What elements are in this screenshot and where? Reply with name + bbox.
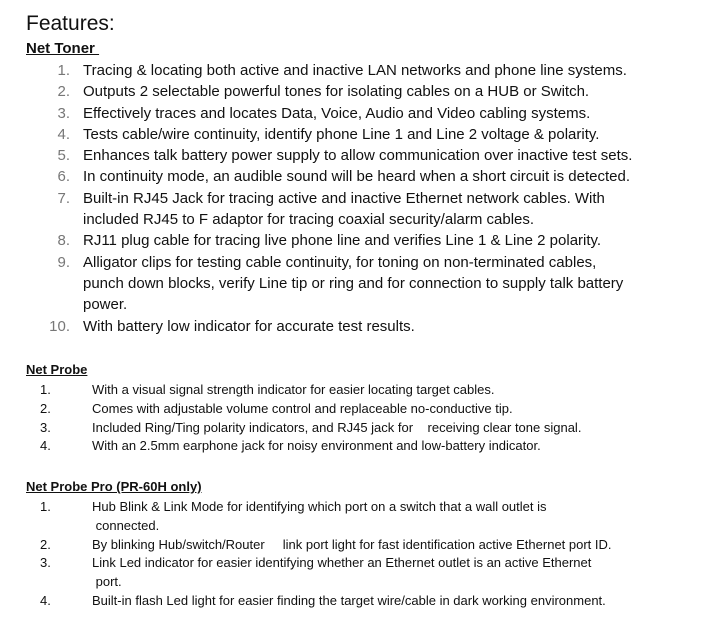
list-item-number: 3. [57,104,70,122]
list-item-text: Effectively traces and locates Data, Voice, Audio and Video cabling systems. [83,104,591,122]
list-item [26,536,706,555]
list-item [26,498,706,536]
list-item-number: 8. [57,232,70,250]
list-item-text: Alligator clips for testing cable continuity, for toning on non-terminated cables, punch down blocks, verify Line tip or ring and for connection to supply talk battery power. [83,253,624,314]
list-item [40,145,700,166]
list-item-number: 2. [57,83,70,101]
list-item [26,400,706,419]
list-item-number: 3. [40,555,51,571]
list-item-text: With a visual signal strength indicator for easier locating target cables. [92,382,495,397]
list-item [40,230,700,251]
list-item-number: 4. [40,592,51,608]
list-item-number: 1. [40,499,51,514]
list-item-number: 3. [40,419,51,435]
list-item-text: In continuity mode, an audible sound will be heard when a short circuit is detected. [83,168,630,186]
list-item-number: 1. [40,382,51,397]
net-probe-feature-list [26,381,706,456]
list-item-text: Comes with adjustable volume control and replaceable no-conductive tip. [92,400,513,416]
list-item-text: Included Ring/Ting polarity indicators, and RJ45 jack for receiving clear tone signal. [92,419,582,435]
list-item-text: Tests cable/wire continuity, identify phone Line 1 and Line 2 voltage & polarity. [83,125,600,143]
list-item [40,124,700,145]
net-probe-pro-feature-list [26,498,706,611]
list-item-text: Built-in RJ45 Jack for tracing active and inactive Ethernet network cables. With included RJ45 to F adaptor for tracing coaxial security/alarm cables. [83,189,605,229]
list-item-text: By blinking Hub/switch/Router link port light for fast identification active Ethernet port ID. [92,536,612,552]
list-item-text: With an 2.5mm earphone jack for noisy environment and low-battery indicator. [92,438,541,454]
list-item [40,188,700,231]
list-item [40,81,700,102]
list-item-text: Built-in flash Led light for easier finding the target wire/cable in dark working environment. [92,592,606,608]
list-item-number: 2. [40,536,51,552]
list-item-number: 9. [57,253,70,271]
list-item [40,103,700,124]
list-item [26,419,706,438]
net-probe-heading: Net Probe [26,362,88,377]
list-item-number: 7. [57,189,70,207]
list-item [26,437,706,456]
list-item-number: 2. [40,400,51,416]
list-item-text: Hub Blink & Link Mode for identifying which port on a switch that a wall outlet is connected. [92,499,547,533]
list-item [26,554,706,592]
list-item [40,60,700,81]
net-toner-heading: Net Toner [26,40,100,57]
list-item [26,592,706,611]
list-item-text: Tracing & locating both active and inactive LAN networks and phone line systems. [83,62,627,79]
net-probe-pro-heading: Net Probe Pro (PR-60H only) [26,479,202,494]
list-item-number: 4. [57,125,70,143]
net-toner-feature-list [40,60,700,337]
list-item [40,252,700,316]
list-item [40,166,700,187]
document-title: Features: [26,12,115,35]
list-item-number: 4. [40,438,51,454]
list-item-text: Link Led indicator for easier identifying whether an Ethernet outlet is an active Ethernet port. [92,555,592,590]
list-item-number: 1. [57,62,70,79]
list-item-number: 6. [57,168,70,186]
list-item-number: 5. [57,147,70,165]
list-item-text: Enhances talk battery power supply to allow communication over inactive test sets. [83,147,633,165]
list-item-number: 10. [49,317,70,335]
list-item-text: With battery low indicator for accurate test results. [83,317,415,335]
list-item-text: RJ11 plug cable for tracing live phone line and verifies Line 1 & Line 2 polarity. [83,232,602,250]
list-item-text: Outputs 2 selectable powerful tones for isolating cables on a HUB or Switch. [83,83,590,101]
list-item [40,316,700,337]
list-item [26,381,706,400]
